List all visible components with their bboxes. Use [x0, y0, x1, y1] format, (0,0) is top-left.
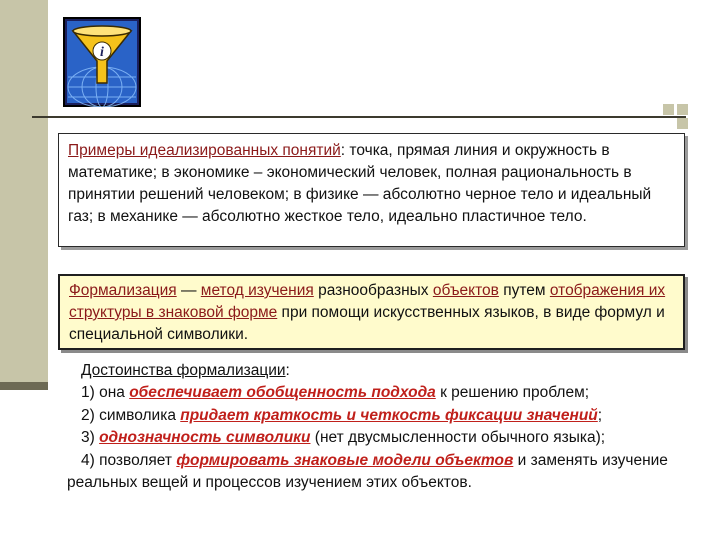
dash: — [176, 282, 201, 299]
formalization-term: Формализация [69, 282, 177, 299]
structure-term: отображения их структуры в знаковой форме [69, 282, 666, 321]
corner-square-1 [663, 104, 674, 115]
merits-heading [67, 360, 692, 382]
merit-3-emphasis: однозначность символики [99, 429, 311, 447]
svg-text:i: i [100, 45, 104, 60]
merit-item-3: 3) однозначность символики (нет двусмысленности обычного языка); [81, 429, 606, 447]
objects-term: объектов [432, 282, 499, 299]
idealized-concepts-text: : точка, прямая линия и окружность в математике; в экономике – экономический человек, полная рациональность в принятии решений человеком; в физике — абсолютно черное тело и идеальный газ; в механике — абсолютно жесткое тело, идеально пластичное тело. [68, 142, 652, 225]
merit-item-2: 2) символика придает краткость и четкость фиксации значений; [81, 406, 603, 424]
info-funnel-icon [63, 17, 141, 107]
corner-square-3 [677, 118, 688, 129]
sidebar-stripe [0, 0, 48, 382]
definition-text-1: разнообразных [313, 282, 433, 299]
merit-2-emphasis: придает краткость и четкость фиксации значений [180, 406, 598, 424]
merit-1-emphasis: обеспечивает обобщенность подхода [129, 384, 436, 402]
merits-title-colon: : [285, 362, 290, 379]
formalization-definition-box [58, 274, 685, 350]
method-term: метод изучения [200, 282, 314, 299]
merit-4-emphasis: формировать знаковые модели объектов [176, 451, 514, 469]
definition-text-3: при помощи искусственных языков, в виде формул и специальной символики. [69, 304, 665, 343]
sidebar-stripe-shadow [0, 382, 48, 390]
idealized-concepts-box [58, 133, 685, 247]
corner-square-2 [677, 104, 688, 115]
merits-title: Достоинства формализации [81, 362, 286, 379]
idealized-concepts-term: Примеры идеализированных понятий [68, 142, 341, 159]
formalization-merits [67, 360, 692, 494]
header-divider [32, 116, 686, 118]
merit-item-4: 4) позволяет формировать знаковые модели объектов и заменять изучение реальных вещей и процессов изучением этих объектов. [67, 451, 668, 492]
definition-text-2: путем [498, 282, 550, 299]
merit-item-1: 1) она обеспечивает обобщенность подхода к решению проблем; [81, 384, 590, 402]
